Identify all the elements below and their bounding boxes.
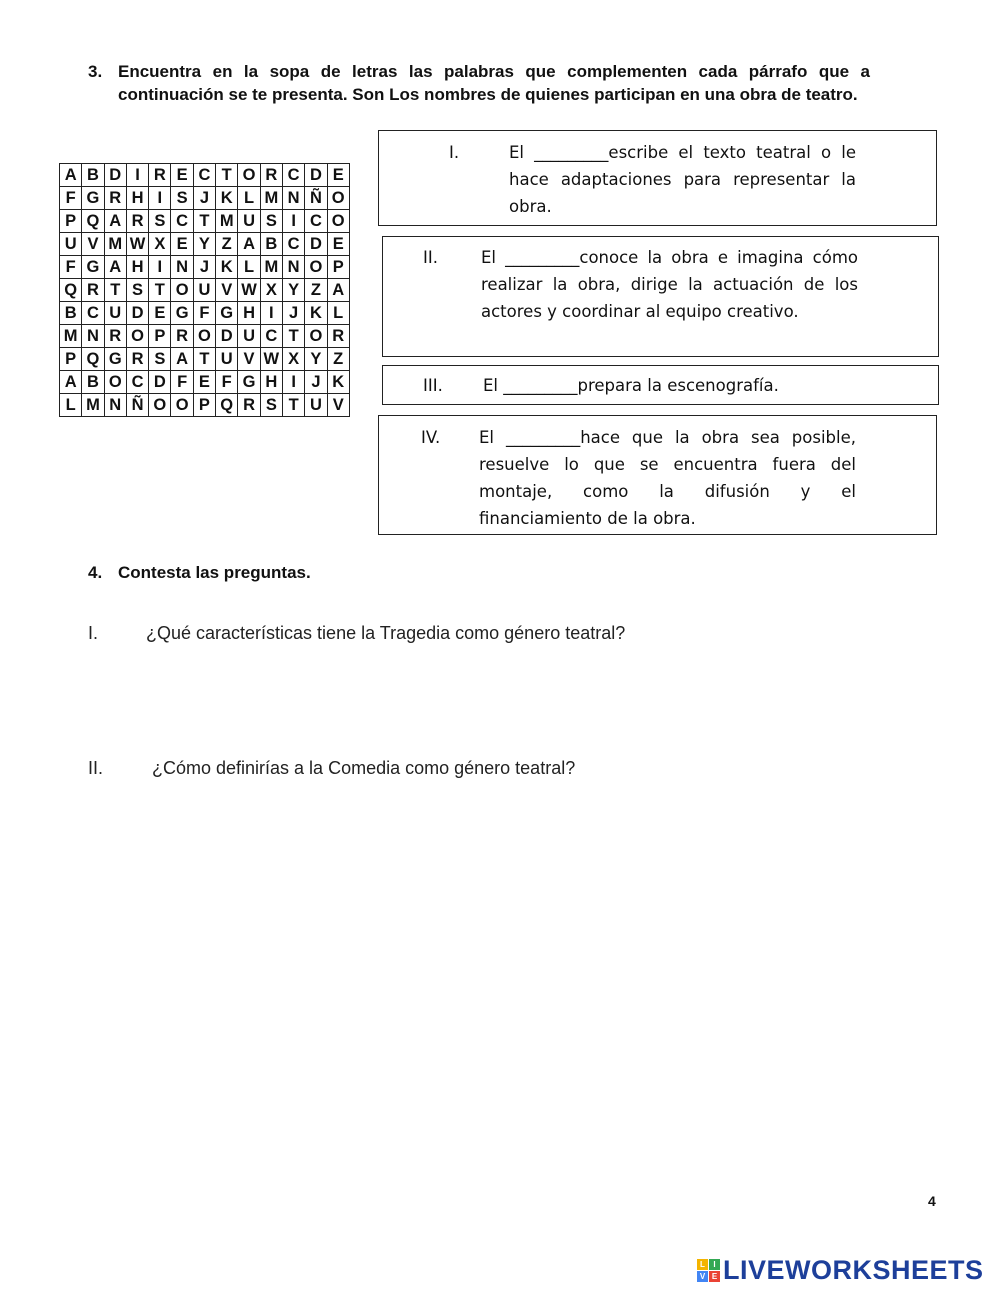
grid-letter: K: [216, 187, 238, 210]
grid-letter: K: [305, 302, 327, 325]
grid-letter: F: [60, 256, 82, 279]
statement-text: El _________escribe el texto teatral o le hace adaptaciones para representar la obra.: [509, 143, 856, 216]
logo-tiles-icon: [697, 1259, 720, 1282]
grid-letter: P: [149, 325, 171, 348]
grid-row: [60, 164, 350, 187]
grid-row: [60, 233, 350, 256]
grid-letter: R: [104, 325, 126, 348]
grid-letter: Q: [216, 394, 238, 417]
grid-letter: B: [60, 302, 82, 325]
grid-letter: T: [216, 164, 238, 187]
statement-numeral: I.: [449, 143, 460, 162]
question-4-heading: [88, 563, 311, 583]
grid-letter: V: [327, 394, 349, 417]
grid-letter: Y: [282, 279, 304, 302]
grid-letter: C: [126, 371, 148, 394]
grid-letter: C: [260, 325, 282, 348]
grid-row: [60, 187, 350, 210]
grid-letter: S: [260, 394, 282, 417]
grid-letter: Y: [193, 233, 215, 256]
grid-letter: D: [305, 233, 327, 256]
grid-letter: H: [126, 187, 148, 210]
question-text: ¿Cómo definirías a la Comedia como género teatral?: [152, 758, 576, 778]
statement-text: El _________prepara la escenografía.: [483, 376, 779, 395]
grid-letter: O: [193, 325, 215, 348]
statement-numeral: II.: [423, 248, 438, 267]
grid-row: [60, 348, 350, 371]
grid-letter: M: [60, 325, 82, 348]
grid-row: [60, 371, 350, 394]
grid-row: [60, 256, 350, 279]
statement-text: El _________hace que la obra sea posible, resuelve lo que se encuentra fuera del montaje, como la difusión y el financiamiento de la obra.: [479, 428, 856, 528]
page-number: 4: [928, 1193, 936, 1209]
grid-letter: K: [216, 256, 238, 279]
question-4-number: 4.: [88, 563, 103, 582]
grid-letter: L: [238, 256, 260, 279]
grid-letter: I: [149, 187, 171, 210]
statement-box-4: [378, 415, 937, 535]
statement-text: El _________conoce la obra e imagina cómo realizar la obra, dirige la actuación de los actores y coordinar al equipo creativo.: [481, 248, 858, 321]
grid-letter: A: [238, 233, 260, 256]
grid-letter: O: [327, 210, 349, 233]
grid-letter: U: [216, 348, 238, 371]
grid-letter: T: [282, 325, 304, 348]
grid-letter: X: [149, 233, 171, 256]
statement-numeral: III.: [423, 376, 443, 395]
grid-letter: S: [149, 210, 171, 233]
statement-box-3: [382, 365, 939, 405]
grid-letter: P: [60, 348, 82, 371]
grid-letter: O: [305, 325, 327, 348]
grid-letter: R: [260, 164, 282, 187]
word-search-grid: [59, 163, 350, 417]
grid-letter: M: [260, 256, 282, 279]
grid-letter: Z: [327, 348, 349, 371]
grid-letter: X: [260, 279, 282, 302]
grid-letter: T: [282, 394, 304, 417]
grid-letter: G: [238, 371, 260, 394]
question-4-title: Contesta las preguntas.: [118, 563, 311, 582]
grid-letter: J: [193, 187, 215, 210]
grid-letter: R: [238, 394, 260, 417]
grid-letter: R: [171, 325, 193, 348]
grid-letter: J: [193, 256, 215, 279]
grid-letter: N: [171, 256, 193, 279]
grid-letter: Z: [305, 279, 327, 302]
grid-letter: O: [305, 256, 327, 279]
grid-letter: J: [282, 302, 304, 325]
grid-letter: C: [171, 210, 193, 233]
grid-letter: P: [327, 256, 349, 279]
grid-letter: I: [282, 210, 304, 233]
grid-letter: E: [171, 164, 193, 187]
grid-letter: V: [238, 348, 260, 371]
liveworksheets-logo: [697, 1255, 984, 1285]
grid-letter: A: [327, 279, 349, 302]
grid-letter: M: [216, 210, 238, 233]
grid-letter: T: [193, 348, 215, 371]
grid-letter: M: [82, 394, 104, 417]
statement-box-1: [378, 130, 937, 226]
grid-letter: R: [149, 164, 171, 187]
grid-letter: W: [260, 348, 282, 371]
grid-letter: N: [282, 187, 304, 210]
grid-letter: D: [216, 325, 238, 348]
grid-letter: U: [193, 279, 215, 302]
grid-letter: Q: [82, 210, 104, 233]
grid-letter: X: [282, 348, 304, 371]
grid-letter: I: [282, 371, 304, 394]
grid-letter: E: [193, 371, 215, 394]
grid-letter: G: [82, 256, 104, 279]
grid-letter: Y: [305, 348, 327, 371]
grid-letter: O: [171, 394, 193, 417]
grid-letter: C: [282, 164, 304, 187]
grid-letter: Q: [60, 279, 82, 302]
grid-letter: F: [171, 371, 193, 394]
statement-numeral: IV.: [421, 428, 441, 447]
grid-row: [60, 279, 350, 302]
grid-letter: H: [238, 302, 260, 325]
grid-row: [60, 210, 350, 233]
grid-letter: C: [282, 233, 304, 256]
grid-letter: M: [260, 187, 282, 210]
grid-letter: E: [171, 233, 193, 256]
grid-letter: T: [104, 279, 126, 302]
grid-letter: O: [126, 325, 148, 348]
grid-letter: O: [104, 371, 126, 394]
grid-letter: S: [260, 210, 282, 233]
grid-letter: G: [104, 348, 126, 371]
grid-letter: L: [327, 302, 349, 325]
grid-letter: H: [126, 256, 148, 279]
grid-letter: T: [193, 210, 215, 233]
grid-letter: K: [327, 371, 349, 394]
grid-letter: Q: [82, 348, 104, 371]
question-3-number: 3.: [88, 62, 103, 81]
grid-letter: I: [149, 256, 171, 279]
grid-row: [60, 302, 350, 325]
logo-tile: L: [697, 1259, 708, 1270]
grid-letter: U: [238, 210, 260, 233]
logo-tile: I: [709, 1259, 720, 1270]
grid-letter: W: [238, 279, 260, 302]
grid-letter: B: [260, 233, 282, 256]
grid-letter: J: [305, 371, 327, 394]
grid-letter: A: [104, 210, 126, 233]
grid-letter: V: [216, 279, 238, 302]
grid-letter: O: [149, 394, 171, 417]
grid-letter: Z: [216, 233, 238, 256]
grid-letter: I: [126, 164, 148, 187]
grid-letter: N: [104, 394, 126, 417]
grid-letter: U: [60, 233, 82, 256]
question-text: ¿Qué características tiene la Tragedia como género teatral?: [146, 623, 626, 643]
grid-letter: W: [126, 233, 148, 256]
grid-letter: U: [104, 302, 126, 325]
grid-letter: O: [171, 279, 193, 302]
grid-letter: L: [60, 394, 82, 417]
grid-letter: D: [305, 164, 327, 187]
grid-letter: N: [282, 256, 304, 279]
grid-letter: Ñ: [126, 394, 148, 417]
grid-letter: A: [60, 164, 82, 187]
grid-letter: D: [104, 164, 126, 187]
grid-letter: C: [193, 164, 215, 187]
grid-letter: O: [327, 187, 349, 210]
grid-letter: R: [327, 325, 349, 348]
grid-letter: L: [238, 187, 260, 210]
grid-letter: S: [149, 348, 171, 371]
grid-letter: F: [60, 187, 82, 210]
grid-letter: N: [82, 325, 104, 348]
grid-letter: C: [82, 302, 104, 325]
grid-letter: C: [305, 210, 327, 233]
grid-letter: Ñ: [305, 187, 327, 210]
logo-tile: V: [697, 1271, 708, 1282]
grid-letter: I: [260, 302, 282, 325]
grid-letter: U: [238, 325, 260, 348]
grid-letter: A: [60, 371, 82, 394]
question-3-text: Encuentra en la sopa de letras las palabras que complementen cada párrafo que a continuación se te presenta. Son Los nombres de quienes participan en una obra de teatro.: [118, 62, 870, 104]
grid-letter: R: [104, 187, 126, 210]
question-numeral: I.: [88, 623, 99, 643]
grid-letter: T: [149, 279, 171, 302]
grid-letter: A: [171, 348, 193, 371]
statement-box-2: [382, 236, 939, 357]
grid-letter: V: [82, 233, 104, 256]
grid-letter: F: [216, 371, 238, 394]
grid-letter: P: [193, 394, 215, 417]
question-numeral: II.: [88, 758, 104, 778]
grid-letter: S: [126, 279, 148, 302]
grid-letter: O: [238, 164, 260, 187]
grid-letter: U: [305, 394, 327, 417]
grid-letter: E: [327, 233, 349, 256]
grid-letter: G: [82, 187, 104, 210]
question-3: [88, 60, 870, 106]
grid-letter: S: [171, 187, 193, 210]
grid-row: [60, 394, 350, 417]
grid-letter: G: [171, 302, 193, 325]
grid-letter: D: [126, 302, 148, 325]
grid-letter: A: [104, 256, 126, 279]
logo-text: LIVEWORKSHEETS: [723, 1254, 984, 1285]
grid-letter: P: [60, 210, 82, 233]
grid-letter: R: [126, 348, 148, 371]
grid-letter: E: [149, 302, 171, 325]
grid-letter: F: [193, 302, 215, 325]
grid-letter: M: [104, 233, 126, 256]
logo-tile: E: [709, 1271, 720, 1282]
grid-letter: R: [82, 279, 104, 302]
grid-letter: G: [216, 302, 238, 325]
grid-letter: E: [327, 164, 349, 187]
grid-row: [60, 325, 350, 348]
grid-letter: D: [149, 371, 171, 394]
grid-letter: B: [82, 164, 104, 187]
grid-letter: B: [82, 371, 104, 394]
grid-letter: H: [260, 371, 282, 394]
grid-letter: R: [126, 210, 148, 233]
